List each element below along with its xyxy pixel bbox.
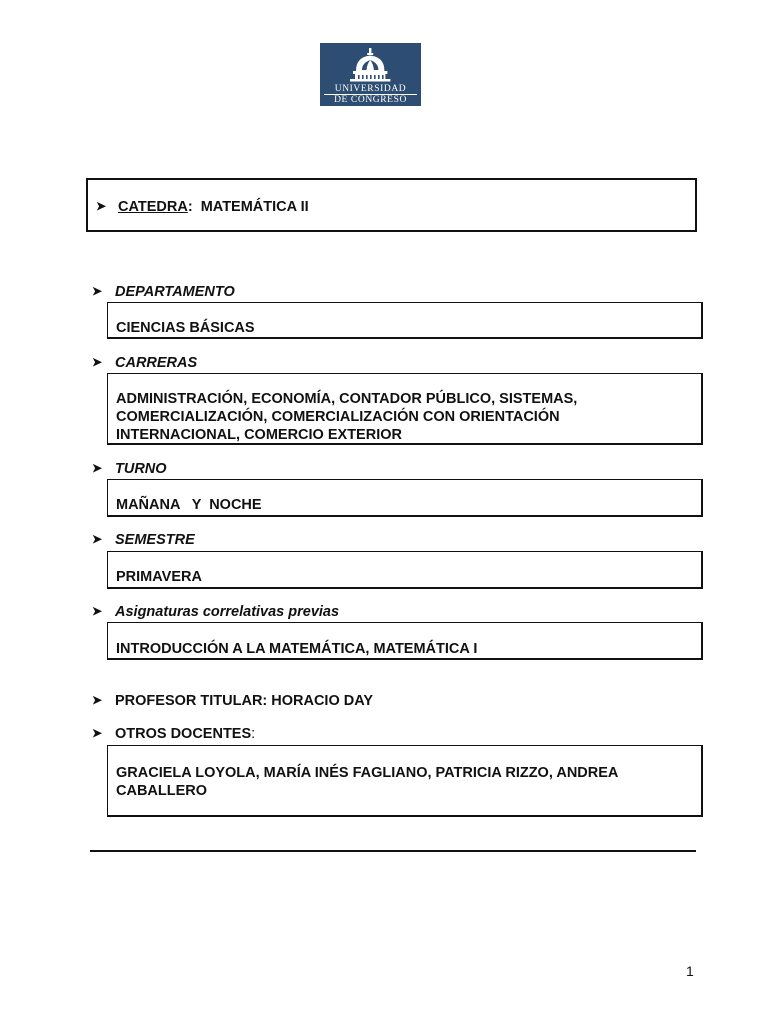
otros-separator: : <box>251 726 256 742</box>
semestre-label: SEMESTRE <box>115 532 195 548</box>
university-logo <box>320 43 421 106</box>
carreras-label: CARRERAS <box>115 355 198 371</box>
logo-line-2: DE CONGRESO <box>334 95 407 105</box>
departamento-value: CIENCIAS BÁSICAS <box>116 320 255 336</box>
bullet-arrow-icon: ➤ <box>92 461 103 475</box>
carreras-value: ADMINISTRACIÓN, ECONOMÍA, CONTADOR PÚBLICO, SISTEMAS, COMERCIALIZACIÓN, COMERCIALIZACIÓN CON ORIENTACIÓN INTERNACIONAL, COMERCIO EXTERIOR <box>116 391 578 443</box>
bullet-arrow-icon: ➤ <box>92 532 103 546</box>
bullet-arrow-icon: ➤ <box>92 726 103 740</box>
logo-line-1: UNIVERSIDAD <box>334 84 407 94</box>
correlativas-value: INTRODUCCIÓN A LA MATEMÁTICA, MATEMÁTICA I <box>116 641 478 657</box>
turno-value: MAÑANA Y NOCHE <box>116 497 262 513</box>
semestre-box <box>107 551 703 589</box>
catedra-separator: : <box>187 199 193 215</box>
carreras-box <box>107 373 703 445</box>
bullet-arrow-icon: ➤ <box>96 199 107 213</box>
carreras-heading <box>92 355 197 371</box>
correlativas-box <box>107 622 703 660</box>
semestre-value: PRIMAVERA <box>116 569 202 585</box>
bullet-arrow-icon: ➤ <box>92 284 103 298</box>
catedra-label: CATEDRA <box>118 199 188 215</box>
page-number: 1 <box>686 963 694 979</box>
turno-box <box>107 479 703 517</box>
bullet-arrow-icon: ➤ <box>92 355 103 369</box>
turno-label: TURNO <box>115 461 167 477</box>
catedra-line <box>96 199 309 215</box>
correlativas-label: Asignaturas correlativas previas <box>115 604 340 620</box>
correlativas-heading <box>92 604 339 620</box>
departamento-heading <box>92 284 235 300</box>
catedra-value: MATEMÁTICA II <box>200 199 309 215</box>
otros-docentes-box <box>107 745 703 817</box>
bullet-arrow-icon: ➤ <box>92 604 103 618</box>
otros-docentes-heading <box>92 726 255 742</box>
catedra-box <box>86 178 697 232</box>
semestre-heading <box>92 532 195 548</box>
turno-heading <box>92 461 167 477</box>
bullet-arrow-icon: ➤ <box>92 693 103 707</box>
otros-value: GRACIELA LOYOLA, MARÍA INÉS FAGLIANO, PATRICIA RIZZO, ANDREA CABALLERO <box>116 765 619 799</box>
departamento-box <box>107 302 703 339</box>
profesor-text: PROFESOR TITULAR: HORACIO DAY <box>115 693 374 709</box>
otros-label: OTROS DOCENTES <box>115 726 252 742</box>
profesor-titular <box>92 693 373 709</box>
departamento-label: DEPARTAMENTO <box>115 284 235 300</box>
footer-divider <box>90 850 696 852</box>
